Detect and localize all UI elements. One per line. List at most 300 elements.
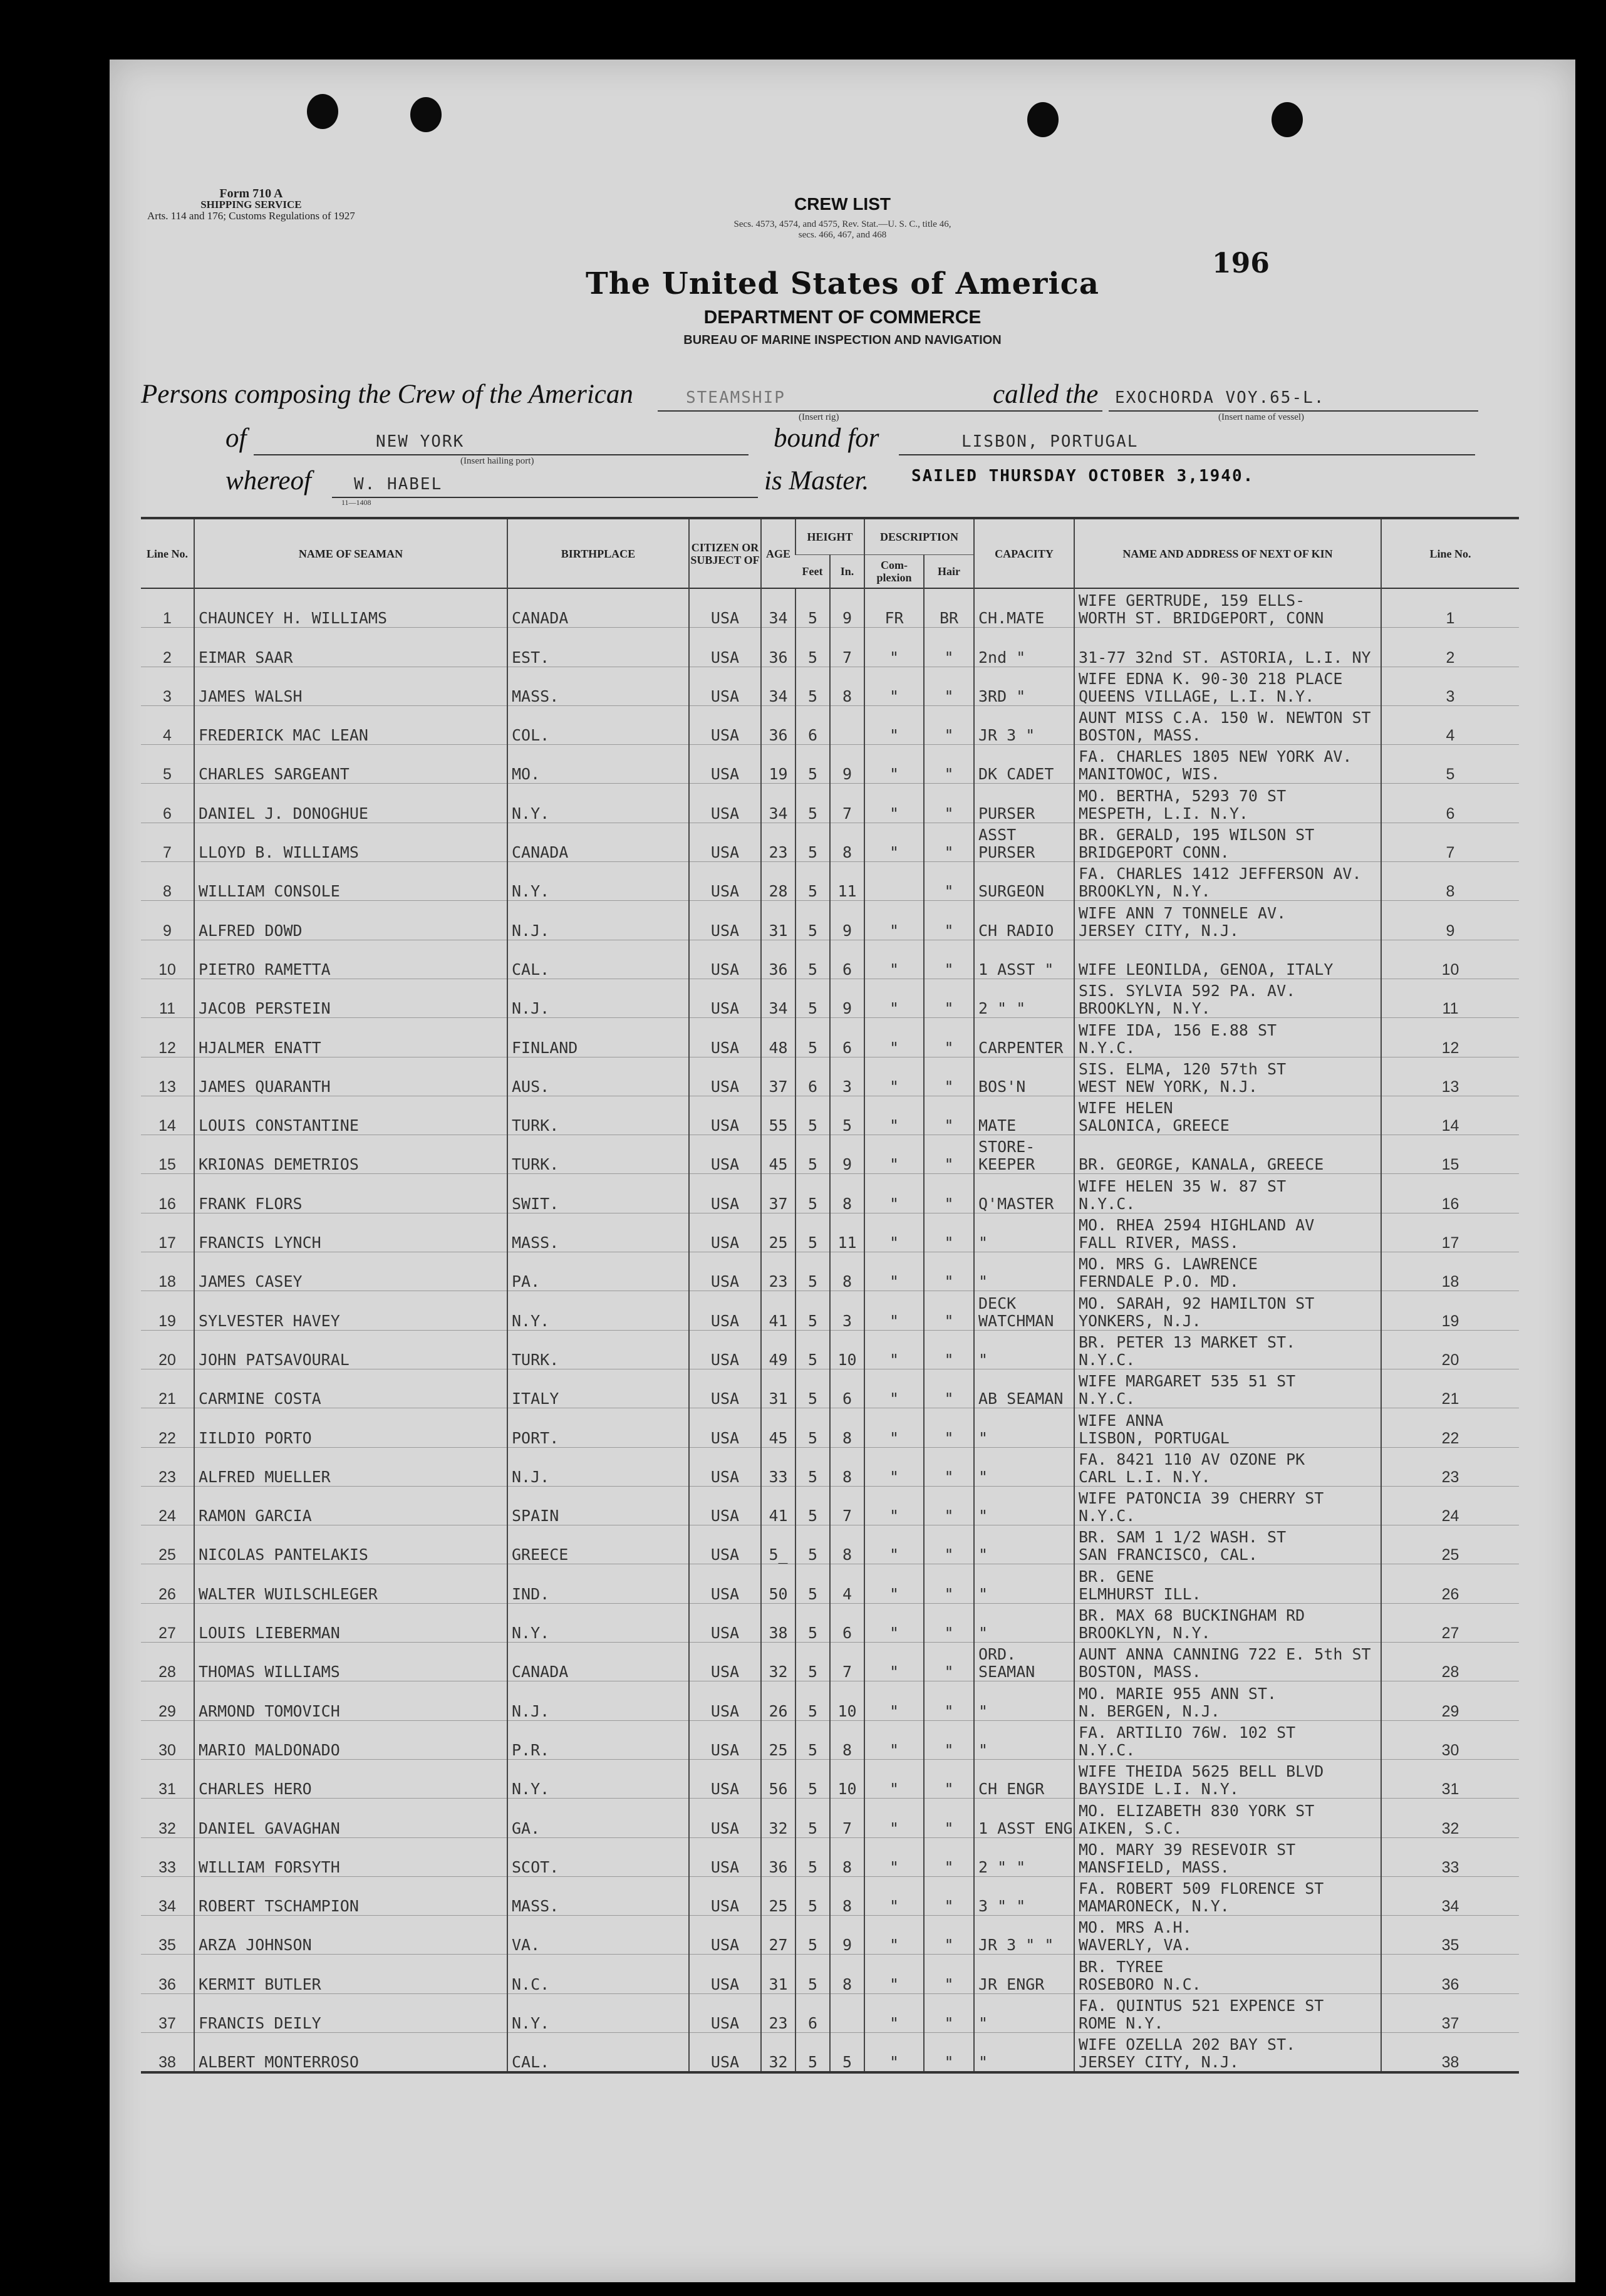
line-number-right: 31 <box>1381 1759 1519 1798</box>
next-of-kin-line: MO. MRS A.H. <box>1079 1919 1192 1937</box>
complexion: " <box>864 628 924 667</box>
citizenship: USA <box>689 1603 761 1642</box>
birthplace: PA. <box>507 1252 689 1291</box>
height-feet: 5 <box>795 1876 830 1915</box>
next-of-kin-line: N. BERGEN, N.J. <box>1079 1702 1220 1720</box>
line-number: 14 <box>141 1096 194 1135</box>
next-of-kin-line: ROME N.Y. <box>1079 2014 1164 2032</box>
line-number: 10 <box>141 940 194 979</box>
next-of-kin <box>1074 1603 1381 1642</box>
capacity <box>974 823 1074 861</box>
next-of-kin <box>1074 1525 1381 1564</box>
punch-hole <box>1272 102 1303 137</box>
form-number: Form 710 A <box>219 187 283 200</box>
capacity <box>974 1174 1074 1213</box>
age: 34 <box>761 979 795 1017</box>
birthplace: ITALY <box>507 1369 689 1408</box>
hair: " <box>924 1603 974 1642</box>
next-of-kin <box>1074 1447 1381 1486</box>
height-feet: 5 <box>795 1213 830 1252</box>
height-inches: 8 <box>830 1876 864 1915</box>
age: 50 <box>761 1564 795 1603</box>
rig-note: (Insert rig) <box>799 412 839 422</box>
form-service: SHIPPING SERVICE <box>200 199 302 210</box>
hair: " <box>924 1837 974 1876</box>
height-feet: 6 <box>795 705 830 744</box>
seaman-name: DANIEL GAVAGHAN <box>194 1799 507 1837</box>
header-line-no: Line No. <box>141 518 194 588</box>
punch-hole <box>307 94 338 129</box>
birthplace: CAL. <box>507 2032 689 2072</box>
table-row <box>141 1057 1519 1096</box>
height-inches: 9 <box>830 979 864 1017</box>
line-number: 16 <box>141 1174 194 1213</box>
hair: " <box>924 1486 974 1525</box>
height-feet: 5 <box>795 1408 830 1447</box>
hair: " <box>924 1799 974 1837</box>
line-number: 24 <box>141 1486 194 1525</box>
capacity <box>974 588 1074 628</box>
seaman-name: JAMES CASEY <box>194 1252 507 1291</box>
next-of-kin <box>1074 628 1381 667</box>
next-of-kin-line: MO. SARAH, 92 HAMILTON ST <box>1079 1294 1315 1312</box>
next-of-kin-line: N.Y.C. <box>1079 1741 1136 1759</box>
line-number-right: 38 <box>1381 2032 1519 2072</box>
citizenship: USA <box>689 1955 761 1993</box>
capacity <box>974 1916 1074 1955</box>
seaman-name: SYLVESTER HAVEY <box>194 1291 507 1330</box>
height-inches: 10 <box>830 1759 864 1798</box>
height-feet: 5 <box>795 745 830 784</box>
capacity <box>974 1955 1074 1993</box>
table-row <box>141 1643 1519 1681</box>
height-feet: 5 <box>795 1799 830 1837</box>
line-number: 2 <box>141 628 194 667</box>
citizenship: USA <box>689 1486 761 1525</box>
height-inches: 8 <box>830 1525 864 1564</box>
capacity <box>974 745 1074 784</box>
age: 31 <box>761 1369 795 1408</box>
seaman-name: IILDIO PORTO <box>194 1408 507 1447</box>
height-feet: 6 <box>795 1993 830 2032</box>
line-number-right: 17 <box>1381 1213 1519 1252</box>
next-of-kin-line: WAVERLY, VA. <box>1079 1936 1192 1955</box>
height-feet: 5 <box>795 1486 830 1525</box>
next-of-kin-line: WIFE HELEN 35 W. 87 ST <box>1079 1177 1287 1195</box>
statute-references <box>110 219 1575 241</box>
line-number: 4 <box>141 705 194 744</box>
height-inches: 7 <box>830 1486 864 1525</box>
birthplace: N.Y. <box>507 862 689 901</box>
line-number-right: 4 <box>1381 705 1519 744</box>
height-feet: 5 <box>795 1564 830 1603</box>
next-of-kin-line: JERSEY CITY, N.J. <box>1079 922 1239 940</box>
hair: " <box>924 1720 974 1759</box>
header-complexion: Com-plexion <box>864 555 924 589</box>
next-of-kin-line: SIS. SYLVIA 592 PA. AV. <box>1079 982 1296 1000</box>
age: 34 <box>761 784 795 823</box>
height-inches: 7 <box>830 628 864 667</box>
line-number: 6 <box>141 784 194 823</box>
line-number-right: 24 <box>1381 1486 1519 1525</box>
citizenship: USA <box>689 1369 761 1408</box>
age: 27 <box>761 1916 795 1955</box>
height-feet: 5 <box>795 1291 830 1330</box>
line-number: 23 <box>141 1447 194 1486</box>
table-row <box>141 1759 1519 1798</box>
height-feet: 5 <box>795 1955 830 1993</box>
citizenship: USA <box>689 1759 761 1798</box>
seaman-name: LOUIS LIEBERMAN <box>194 1603 507 1642</box>
height-inches: 6 <box>830 940 864 979</box>
complexion: " <box>864 979 924 1017</box>
line-number: 13 <box>141 1057 194 1096</box>
complexion: " <box>864 1564 924 1603</box>
next-of-kin <box>1074 1993 1381 2032</box>
capacity-line: PURSER <box>978 804 1035 823</box>
complexion: " <box>864 667 924 705</box>
citizenship: USA <box>689 588 761 628</box>
header-inches: In. <box>830 555 864 589</box>
age: 34 <box>761 588 795 628</box>
seaman-name: ARMOND TOMOVICH <box>194 1681 507 1720</box>
next-of-kin <box>1074 1643 1381 1681</box>
capacity <box>974 1213 1074 1252</box>
line-number-right: 26 <box>1381 1564 1519 1603</box>
next-of-kin-line: MANITOWOC, WIS. <box>1079 766 1220 784</box>
header-citizen: CITIZEN OR SUBJECT OF <box>689 518 761 588</box>
capacity <box>974 1799 1074 1837</box>
height-feet: 6 <box>795 1057 830 1096</box>
capacity-line: JR ENGR <box>978 1975 1045 1993</box>
line-number: 9 <box>141 901 194 940</box>
birthplace: N.J. <box>507 1681 689 1720</box>
complexion: " <box>864 1799 924 1837</box>
next-of-kin <box>1074 1837 1381 1876</box>
capacity <box>974 1525 1074 1564</box>
capacity <box>974 628 1074 667</box>
citizenship: USA <box>689 2032 761 2072</box>
complexion: " <box>864 1955 924 1993</box>
capacity <box>974 901 1074 940</box>
next-of-kin-line: WORTH ST. BRIDGEPORT, CONN <box>1079 610 1324 628</box>
citizenship: USA <box>689 1564 761 1603</box>
complexion: " <box>864 1369 924 1408</box>
birthplace: COL. <box>507 705 689 744</box>
next-of-kin <box>1074 745 1381 784</box>
height-feet: 5 <box>795 1525 830 1564</box>
birthplace: N.Y. <box>507 1603 689 1642</box>
line-number-right: 13 <box>1381 1057 1519 1096</box>
birthplace: MASS. <box>507 1213 689 1252</box>
age: 25 <box>761 1720 795 1759</box>
citizenship: USA <box>689 1135 761 1174</box>
seaman-name: PIETRO RAMETTA <box>194 940 507 979</box>
punch-hole <box>410 97 442 132</box>
capacity-line: CH ENGR <box>978 1780 1045 1799</box>
hair: " <box>924 628 974 667</box>
citizenship: USA <box>689 1291 761 1330</box>
next-of-kin-line: WIFE IDA, 156 E.88 ST <box>1079 1021 1277 1039</box>
age: 55 <box>761 1096 795 1135</box>
next-of-kin <box>1074 1252 1381 1291</box>
next-of-kin-line: BR. TYREE <box>1079 1958 1164 1976</box>
next-of-kin <box>1074 1759 1381 1798</box>
next-of-kin-line: MO. RHEA 2594 HIGHLAND AV <box>1079 1217 1315 1235</box>
capacity-line: " <box>978 1350 988 1369</box>
line-number-right: 11 <box>1381 979 1519 1017</box>
next-of-kin <box>1074 1876 1381 1915</box>
height-inches <box>830 1993 864 2032</box>
hair: " <box>924 901 974 940</box>
destination-line <box>899 454 1475 455</box>
capacity-line: ORD. <box>978 1645 1017 1664</box>
next-of-kin <box>1074 1057 1381 1096</box>
next-of-kin-line: BROOKLYN, N.Y. <box>1079 1000 1211 1018</box>
hailing-port-line <box>254 454 749 455</box>
seaman-name: CHARLES HERO <box>194 1759 507 1798</box>
line-number: 12 <box>141 1018 194 1057</box>
page-number: 196 <box>1212 247 1270 279</box>
citizenship: USA <box>689 1837 761 1876</box>
height-inches: 7 <box>830 1799 864 1837</box>
capacity <box>974 862 1074 901</box>
line-number: 26 <box>141 1564 194 1603</box>
next-of-kin-line: FA. 8421 110 AV OZONE PK <box>1079 1450 1305 1468</box>
height-feet: 5 <box>795 1681 830 1720</box>
hair: " <box>924 1681 974 1720</box>
birthplace: GREECE <box>507 1525 689 1564</box>
age: 56 <box>761 1759 795 1798</box>
height-feet: 5 <box>795 823 830 861</box>
age: 23 <box>761 1993 795 2032</box>
complexion: " <box>864 1291 924 1330</box>
next-of-kin-line: SALONICA, GREECE <box>1079 1117 1230 1135</box>
birthplace: N.Y. <box>507 784 689 823</box>
capacity <box>974 1096 1074 1135</box>
height-inches: 8 <box>830 1720 864 1759</box>
seaman-name: KERMIT BUTLER <box>194 1955 507 1993</box>
citizenship: USA <box>689 745 761 784</box>
birthplace: N.J. <box>507 1447 689 1486</box>
seaman-name: WILLIAM FORSYTH <box>194 1837 507 1876</box>
hair: " <box>924 1408 974 1447</box>
birthplace: EST. <box>507 628 689 667</box>
height-feet: 5 <box>795 901 830 940</box>
next-of-kin <box>1074 588 1381 628</box>
next-of-kin-line: BOSTON, MASS. <box>1079 1663 1201 1681</box>
citizenship: USA <box>689 1057 761 1096</box>
complexion: " <box>864 745 924 784</box>
complexion: " <box>864 1057 924 1096</box>
next-of-kin <box>1074 1720 1381 1759</box>
age: 34 <box>761 667 795 705</box>
height-feet: 5 <box>795 1369 830 1408</box>
capacity-line: " <box>978 1545 988 1564</box>
header-line-no-right: Line No. <box>1381 518 1519 588</box>
header-hair: Hair <box>924 555 974 589</box>
height-inches: 9 <box>830 901 864 940</box>
capacity <box>974 1252 1074 1291</box>
complexion: " <box>864 1096 924 1135</box>
birthplace: IND. <box>507 1564 689 1603</box>
rig-line <box>658 410 1102 412</box>
next-of-kin-line: WIFE GERTRUDE, 159 ELLS- <box>1079 592 1305 610</box>
age: 25 <box>761 1213 795 1252</box>
capacity-line: JR 3 " " <box>978 1936 1054 1955</box>
master-name: W. HABEL <box>354 475 443 494</box>
age: 32 <box>761 1643 795 1681</box>
citizenship: USA <box>689 1720 761 1759</box>
age: 23 <box>761 823 795 861</box>
height-feet: 5 <box>795 1643 830 1681</box>
capacity <box>974 667 1074 705</box>
capacity-line: DK CADET <box>978 765 1054 784</box>
hair: " <box>924 862 974 901</box>
capacity-line: AB SEAMAN <box>978 1390 1064 1408</box>
citizenship: USA <box>689 901 761 940</box>
next-of-kin-line: N.Y.C. <box>1079 1390 1136 1408</box>
next-of-kin <box>1074 1174 1381 1213</box>
capacity-line: SEAMAN <box>978 1663 1035 1681</box>
height-inches: 5 <box>830 1096 864 1135</box>
capacity-line: CH RADIO <box>978 921 1054 940</box>
birthplace: N.J. <box>507 979 689 1017</box>
next-of-kin-line: LISBON, PORTUGAL <box>1079 1429 1230 1447</box>
age: 37 <box>761 1057 795 1096</box>
height-inches: 8 <box>830 1447 864 1486</box>
table-row <box>141 1916 1519 1955</box>
height-inches: 8 <box>830 1174 864 1213</box>
line-number-right: 15 <box>1381 1135 1519 1174</box>
seaman-name: ALFRED DOWD <box>194 901 507 940</box>
hair: " <box>924 1057 974 1096</box>
bound-for-label: bound for <box>774 423 879 453</box>
hair: " <box>924 1643 974 1681</box>
hair: " <box>924 784 974 823</box>
hair: " <box>924 1135 974 1174</box>
next-of-kin-line: WIFE MARGARET 535 51 ST <box>1079 1373 1296 1391</box>
capacity-line: 2 " " <box>978 999 1026 1018</box>
height-inches: 11 <box>830 1213 864 1252</box>
next-of-kin-line: FA. QUINTUS 521 EXPENCE ST <box>1079 1997 1324 2015</box>
line-number-right: 32 <box>1381 1799 1519 1837</box>
capacity <box>974 1408 1074 1447</box>
table-row <box>141 1681 1519 1720</box>
height-inches: 7 <box>830 1643 864 1681</box>
line-number: 5 <box>141 745 194 784</box>
seaman-name: THOMAS WILLIAMS <box>194 1643 507 1681</box>
age: 49 <box>761 1330 795 1369</box>
height-feet: 5 <box>795 628 830 667</box>
capacity-line: " <box>978 2053 988 2072</box>
age: 19 <box>761 745 795 784</box>
height-feet: 5 <box>795 1603 830 1642</box>
birthplace: CAL. <box>507 940 689 979</box>
line-number-right: 14 <box>1381 1096 1519 1135</box>
capacity-line: " <box>978 1428 988 1447</box>
next-of-kin <box>1074 901 1381 940</box>
table-row <box>141 1018 1519 1057</box>
capacity <box>974 1330 1074 1369</box>
vessel-name-line <box>1109 410 1478 412</box>
line-number-right: 20 <box>1381 1330 1519 1369</box>
next-of-kin-line: WIFE HELEN <box>1079 1099 1173 1118</box>
capacity <box>974 1759 1074 1798</box>
next-of-kin-line: MO. ELIZABETH 830 YORK ST <box>1079 1802 1315 1820</box>
height-inches: 8 <box>830 1408 864 1447</box>
capacity-line: 2nd " <box>978 648 1026 667</box>
next-of-kin-line: WIFE PATONCIA 39 CHERRY ST <box>1079 1490 1324 1508</box>
birthplace: GA. <box>507 1799 689 1837</box>
line-number: 17 <box>141 1213 194 1252</box>
height-inches: 6 <box>830 1603 864 1642</box>
capacity <box>974 1291 1074 1330</box>
table-row <box>141 1213 1519 1252</box>
hair: " <box>924 1916 974 1955</box>
age: 5_ <box>761 1525 795 1564</box>
hair: " <box>924 1955 974 1993</box>
capacity-line: " <box>978 1740 988 1759</box>
table-row <box>141 1799 1519 1837</box>
citizenship: USA <box>689 1408 761 1447</box>
height-feet: 5 <box>795 1330 830 1369</box>
citizenship: USA <box>689 1643 761 1681</box>
line-number: 36 <box>141 1955 194 1993</box>
birthplace: CANADA <box>507 588 689 628</box>
seaman-name: JAMES QUARANTH <box>194 1057 507 1096</box>
age: 36 <box>761 940 795 979</box>
line-number-right: 12 <box>1381 1018 1519 1057</box>
height-feet: 5 <box>795 1135 830 1174</box>
capacity <box>974 1564 1074 1603</box>
hair: " <box>924 705 974 744</box>
next-of-kin <box>1074 940 1381 979</box>
citizenship: USA <box>689 862 761 901</box>
capacity-line: " <box>978 1507 988 1525</box>
next-of-kin-line: WEST NEW YORK, N.J. <box>1079 1078 1258 1096</box>
age: 32 <box>761 2032 795 2072</box>
height-feet: 5 <box>795 1720 830 1759</box>
capacity-line: 2 " " <box>978 1857 1026 1876</box>
birthplace: TURK. <box>507 1096 689 1135</box>
line-number: 18 <box>141 1252 194 1291</box>
next-of-kin-line: QUEENS VILLAGE, L.I. N.Y. <box>1079 687 1315 705</box>
seaman-name: CHAUNCEY H. WILLIAMS <box>194 588 507 628</box>
next-of-kin-line: FA. ROBERT 509 FLORENCE ST <box>1079 1880 1324 1898</box>
table-row <box>141 1447 1519 1486</box>
seaman-name: LLOYD B. WILLIAMS <box>194 823 507 861</box>
capacity-line: STORE- <box>978 1138 1035 1156</box>
next-of-kin-line: WIFE ANNA <box>1079 1411 1164 1430</box>
citizenship: USA <box>689 1799 761 1837</box>
complexion: " <box>864 1252 924 1291</box>
seaman-name: DANIEL J. DONOGHUE <box>194 784 507 823</box>
hair: " <box>924 940 974 979</box>
line-number: 3 <box>141 667 194 705</box>
next-of-kin-line: BR. GENE <box>1079 1567 1154 1586</box>
next-of-kin-line: BR. GEORGE, KANALA, GREECE <box>1079 1156 1324 1174</box>
height-inches: 3 <box>830 1057 864 1096</box>
height-inches: 8 <box>830 667 864 705</box>
complexion: " <box>864 1135 924 1174</box>
table-row <box>141 1096 1519 1135</box>
citizenship: USA <box>689 1096 761 1135</box>
age: 41 <box>761 1486 795 1525</box>
height-inches: 11 <box>830 862 864 901</box>
seaman-name: JOHN PATSAVOURAL <box>194 1330 507 1369</box>
complexion: " <box>864 1916 924 1955</box>
